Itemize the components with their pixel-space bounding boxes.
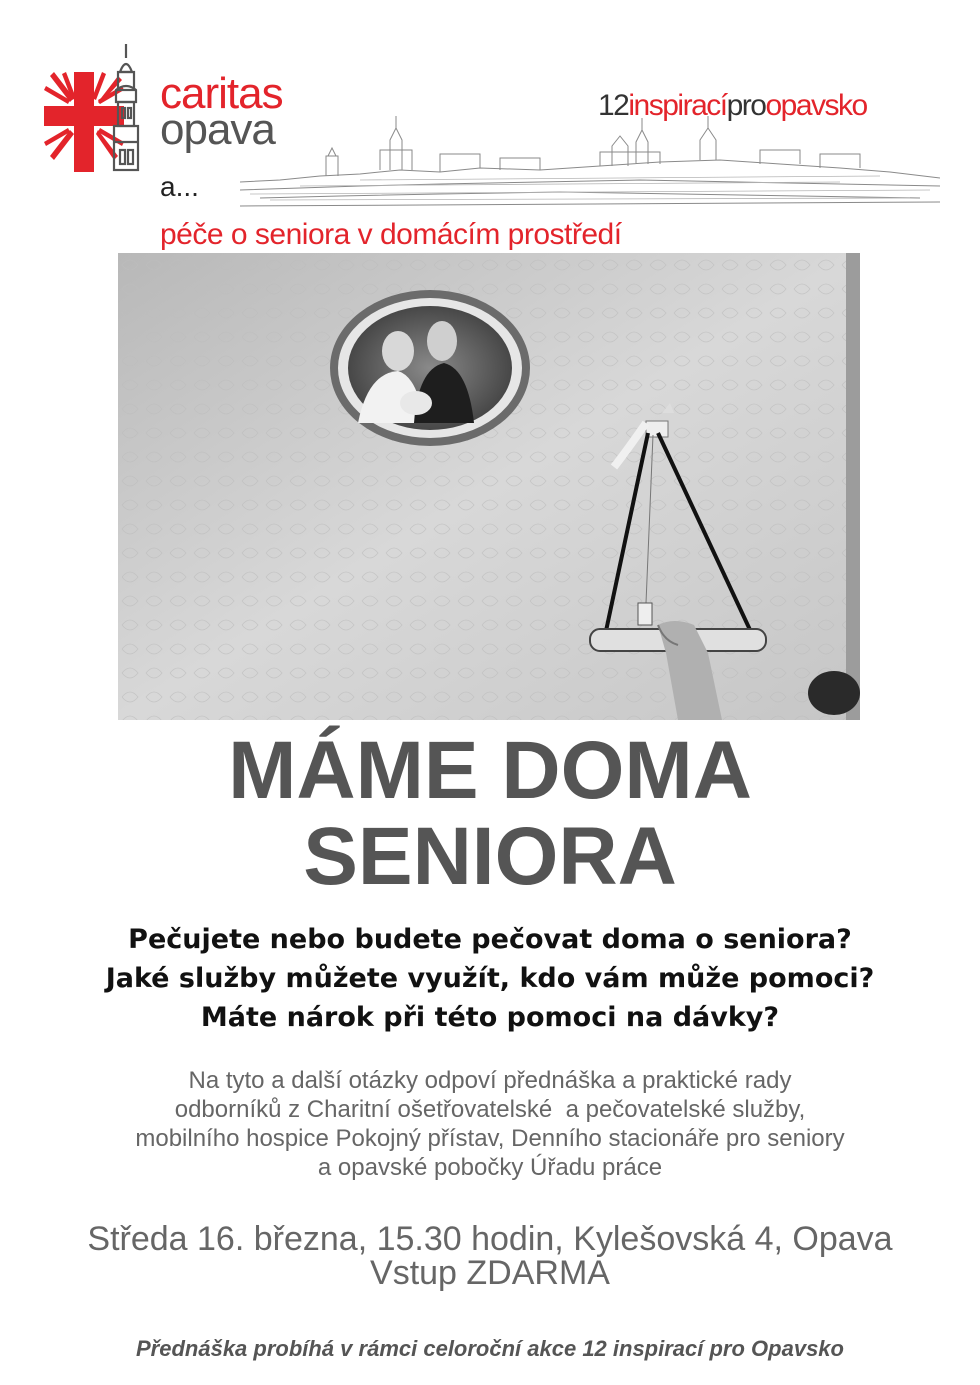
description-block — [0, 1066, 980, 1182]
photo-wedding-portrait-and-hand-grip — [118, 253, 860, 720]
questions-block — [0, 920, 980, 1037]
description-line: Na tyto a další otázky odpoví přednáška a praktické rady — [188, 1067, 792, 1094]
tagline-number: 12 — [598, 89, 629, 122]
event-entry: Vstup ZDARMA — [370, 1254, 610, 1292]
question-line: Jaké služby můžete využít, kdo vám může pomoci? — [105, 963, 875, 994]
headline-line-1: MÁME DOMA — [228, 725, 752, 816]
event-date-place: Středa 16. března, 15.30 hodin, Kylešovská 4, Opava — [87, 1220, 893, 1258]
description-line: odborníků z Charitní ošetřovatelské a pečovatelské služby, — [174, 1096, 806, 1123]
event-details — [0, 1222, 980, 1290]
tagline-opavsko: opavsko — [765, 89, 867, 122]
poster-subtitle: péče o seniora v domácím prostředí — [160, 218, 622, 251]
tagline-inspiraci: inspirací — [628, 89, 727, 122]
description-line: a opavské pobočky Úřadu práce — [317, 1154, 663, 1181]
description-line: mobilního hospice Pokojný přístav, Denního stacionáře pro seniory — [135, 1125, 845, 1152]
caritas-logo — [40, 42, 160, 182]
brand-name-opava: opava — [160, 105, 275, 154]
brand-suffix: a... — [160, 171, 199, 202]
main-headline — [0, 725, 980, 902]
city-skyline-illustration — [240, 110, 940, 220]
headline-line-2: SENIORA — [303, 811, 677, 902]
campaign-tagline — [598, 90, 867, 122]
brand-name-caritas: caritas — [160, 69, 283, 118]
tagline-pro: pro — [726, 89, 766, 122]
footer-note: Přednáška probíhá v rámci celoroční akce 12 inspirací pro Opavsko — [136, 1336, 844, 1361]
question-line: Pečujete nebo budete pečovat doma o seniora? — [128, 924, 852, 955]
question-line: Máte nárok při této pomoci na dávky? — [200, 1002, 780, 1033]
